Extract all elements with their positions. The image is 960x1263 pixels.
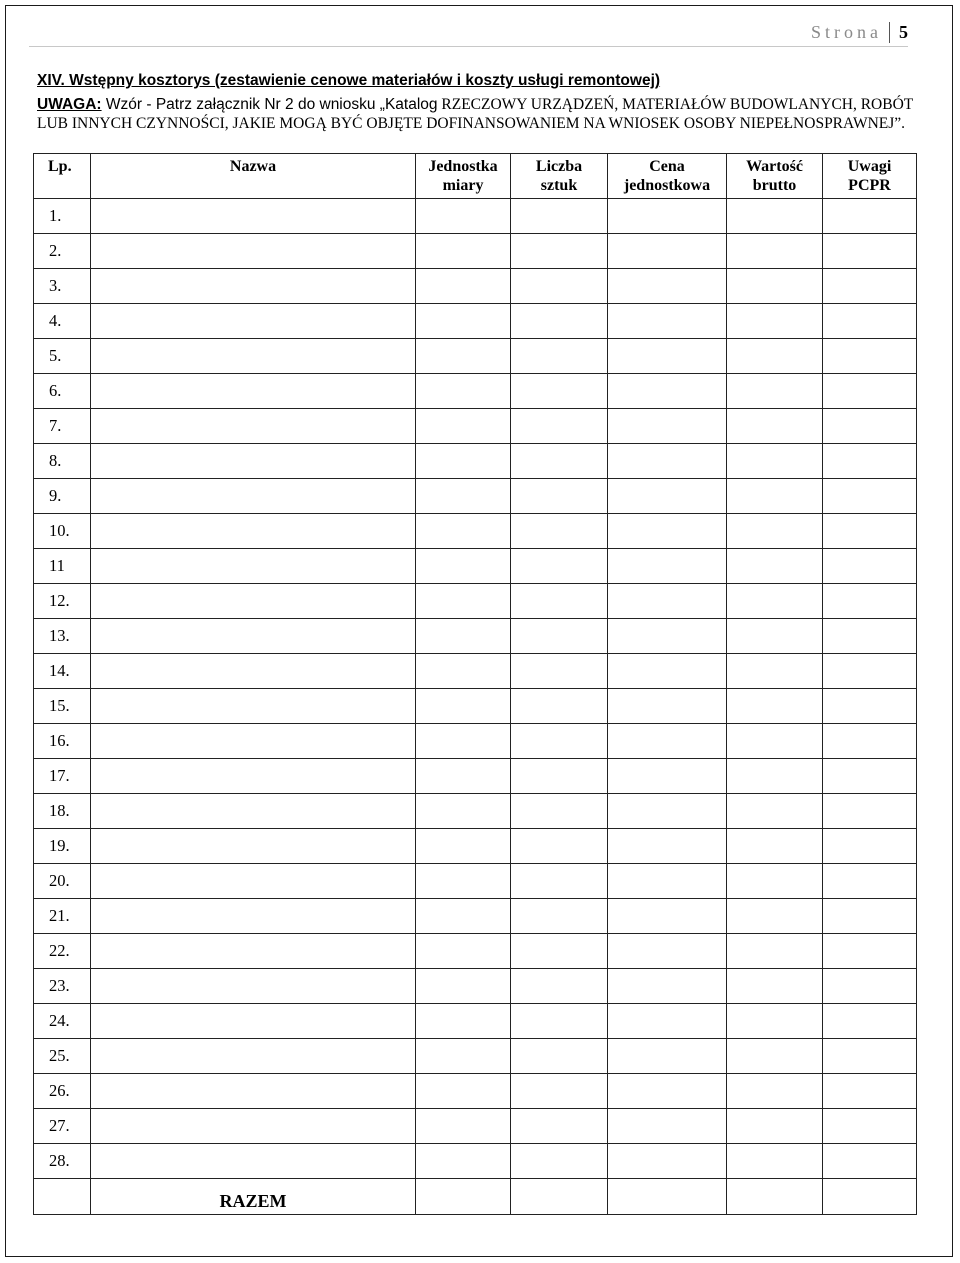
- cell-unit[interactable]: [416, 409, 511, 444]
- total-cell-quantity[interactable]: [511, 1179, 608, 1215]
- cell-remarks[interactable]: [823, 409, 917, 444]
- cell-name[interactable]: [91, 864, 416, 899]
- header-unit: Jednostka miary: [416, 154, 511, 199]
- cell-unit[interactable]: [416, 934, 511, 969]
- cell-unit-price[interactable]: [608, 234, 727, 269]
- table-row: [34, 654, 917, 689]
- cell-gross-value[interactable]: [727, 619, 823, 654]
- total-cell-gross-value[interactable]: [727, 1179, 823, 1215]
- cell-unit[interactable]: [416, 584, 511, 619]
- cell-unit-price[interactable]: [608, 1074, 727, 1109]
- cell-remarks[interactable]: [823, 514, 917, 549]
- cell-quantity[interactable]: [511, 339, 608, 374]
- table-row: [34, 409, 917, 444]
- cell-remarks[interactable]: [823, 1074, 917, 1109]
- cell-remarks[interactable]: [823, 584, 917, 619]
- header-lp: Lp.: [34, 154, 91, 199]
- total-cell-unit-price[interactable]: [608, 1179, 727, 1215]
- cell-quantity[interactable]: [511, 1004, 608, 1039]
- cell-unit[interactable]: [416, 619, 511, 654]
- cell-remarks[interactable]: [823, 1039, 917, 1074]
- row-number: 21.: [34, 899, 91, 934]
- cell-unit-price[interactable]: [608, 794, 727, 829]
- cell-gross-value[interactable]: [727, 759, 823, 794]
- cell-name[interactable]: [91, 1109, 416, 1144]
- cell-name[interactable]: [91, 969, 416, 1004]
- cell-unit[interactable]: [416, 374, 511, 409]
- cell-quantity[interactable]: [511, 409, 608, 444]
- cell-unit[interactable]: [416, 514, 511, 549]
- cell-unit-price[interactable]: [608, 1004, 727, 1039]
- cell-name[interactable]: [91, 654, 416, 689]
- cell-name[interactable]: [91, 514, 416, 549]
- cell-unit-price[interactable]: [608, 864, 727, 899]
- row-number: 26.: [34, 1074, 91, 1109]
- cell-remarks[interactable]: [823, 654, 917, 689]
- header-remarks: Uwagi PCPR: [823, 154, 917, 199]
- total-label: RAZEM: [91, 1179, 416, 1215]
- table-row: [34, 269, 917, 304]
- cell-gross-value[interactable]: [727, 304, 823, 339]
- cell-name[interactable]: [91, 584, 416, 619]
- table-row: [34, 864, 917, 899]
- cell-gross-value[interactable]: [727, 479, 823, 514]
- cell-name[interactable]: [91, 794, 416, 829]
- total-cell-unit[interactable]: [416, 1179, 511, 1215]
- cell-name[interactable]: [91, 444, 416, 479]
- total-cell-remarks[interactable]: [823, 1179, 917, 1215]
- cell-gross-value[interactable]: [727, 1074, 823, 1109]
- cell-name[interactable]: [91, 409, 416, 444]
- cell-remarks[interactable]: [823, 724, 917, 759]
- table-row: [34, 759, 917, 794]
- cell-name[interactable]: [91, 1039, 416, 1074]
- table-row: [34, 1004, 917, 1039]
- table-row: [34, 199, 917, 234]
- cell-quantity[interactable]: [511, 829, 608, 864]
- cell-quantity[interactable]: [511, 199, 608, 234]
- cell-quantity[interactable]: [511, 269, 608, 304]
- cell-unit-price[interactable]: [608, 269, 727, 304]
- cell-quantity[interactable]: [511, 899, 608, 934]
- table-row: [34, 479, 917, 514]
- table-body: [34, 199, 917, 1215]
- table-row: [34, 794, 917, 829]
- note-text-serif: RZECZOWY URZĄDZEŃ, MATERIAŁÓW BUDOWLANYCH, ROBÓT LUB INNYCH CZYNNOŚCI, JAKIE MOGĄ BYĆ OBJĘTE DOFINANSOWANIEM NA WNIOSEK OSOBY NIEPEŁNOSPRAWNEJ”.: [37, 96, 913, 132]
- cell-gross-value[interactable]: [727, 724, 823, 759]
- cell-name[interactable]: [91, 374, 416, 409]
- cell-remarks[interactable]: [823, 479, 917, 514]
- cell-gross-value[interactable]: [727, 654, 823, 689]
- cell-unit[interactable]: [416, 1144, 511, 1179]
- cell-unit-price[interactable]: [608, 759, 727, 794]
- cell-remarks[interactable]: [823, 829, 917, 864]
- cell-unit-price[interactable]: [608, 199, 727, 234]
- cell-quantity[interactable]: [511, 759, 608, 794]
- header-quantity: Liczba sztuk: [511, 154, 608, 199]
- row-number: 19.: [34, 829, 91, 864]
- row-number: 9.: [34, 479, 91, 514]
- row-number: 18.: [34, 794, 91, 829]
- cell-unit[interactable]: [416, 339, 511, 374]
- cell-gross-value[interactable]: [727, 584, 823, 619]
- cell-unit-price[interactable]: [608, 584, 727, 619]
- table-row: [34, 829, 917, 864]
- row-number: 8.: [34, 444, 91, 479]
- cell-unit-price[interactable]: [608, 549, 727, 584]
- cell-gross-value[interactable]: [727, 1004, 823, 1039]
- cell-unit-price[interactable]: [608, 619, 727, 654]
- table-row: [34, 339, 917, 374]
- cell-quantity[interactable]: [511, 724, 608, 759]
- note-text-sans: Wzór - Patrz załącznik Nr 2 do wniosku „Katalog: [101, 96, 438, 113]
- cell-unit[interactable]: [416, 864, 511, 899]
- cell-unit-price[interactable]: [608, 934, 727, 969]
- note-paragraph: [37, 95, 917, 133]
- cell-unit[interactable]: [416, 899, 511, 934]
- table-header-row: [34, 154, 917, 199]
- cell-unit-price[interactable]: [608, 829, 727, 864]
- cell-remarks[interactable]: [823, 269, 917, 304]
- cell-gross-value[interactable]: [727, 514, 823, 549]
- cell-remarks[interactable]: [823, 1109, 917, 1144]
- cell-unit[interactable]: [416, 689, 511, 724]
- row-number: 5.: [34, 339, 91, 374]
- cell-quantity[interactable]: [511, 689, 608, 724]
- cell-unit-price[interactable]: [608, 724, 727, 759]
- table-row: [34, 1109, 917, 1144]
- cell-remarks[interactable]: [823, 339, 917, 374]
- cell-gross-value[interactable]: [727, 864, 823, 899]
- total-row: [34, 1179, 917, 1215]
- cell-unit-price[interactable]: [608, 689, 727, 724]
- cell-remarks[interactable]: [823, 304, 917, 339]
- cell-name[interactable]: [91, 759, 416, 794]
- cell-remarks[interactable]: [823, 619, 917, 654]
- cell-unit[interactable]: [416, 549, 511, 584]
- cell-name[interactable]: [91, 199, 416, 234]
- cell-quantity[interactable]: [511, 514, 608, 549]
- cell-gross-value[interactable]: [727, 444, 823, 479]
- table-row: [34, 514, 917, 549]
- table-row: [34, 1074, 917, 1109]
- cell-name[interactable]: [91, 689, 416, 724]
- cell-unit[interactable]: [416, 1004, 511, 1039]
- row-number: 3.: [34, 269, 91, 304]
- cell-gross-value[interactable]: [727, 829, 823, 864]
- cell-unit-price[interactable]: [608, 444, 727, 479]
- cell-unit[interactable]: [416, 304, 511, 339]
- cell-remarks[interactable]: [823, 199, 917, 234]
- cell-remarks[interactable]: [823, 934, 917, 969]
- cost-estimate-table: [33, 153, 917, 1215]
- cell-gross-value[interactable]: [727, 234, 823, 269]
- cell-quantity[interactable]: [511, 234, 608, 269]
- cell-unit-price[interactable]: [608, 899, 727, 934]
- cell-remarks[interactable]: [823, 864, 917, 899]
- cell-quantity[interactable]: [511, 794, 608, 829]
- row-number: 13.: [34, 619, 91, 654]
- cell-unit[interactable]: [416, 269, 511, 304]
- cell-remarks[interactable]: [823, 234, 917, 269]
- cell-remarks[interactable]: [823, 374, 917, 409]
- row-number: 7.: [34, 409, 91, 444]
- cell-unit[interactable]: [416, 654, 511, 689]
- cell-unit-price[interactable]: [608, 409, 727, 444]
- cell-quantity[interactable]: [511, 654, 608, 689]
- cell-gross-value[interactable]: [727, 794, 823, 829]
- cell-quantity[interactable]: [511, 1144, 608, 1179]
- cell-unit-price[interactable]: [608, 479, 727, 514]
- table-row: [34, 934, 917, 969]
- cell-name[interactable]: [91, 1144, 416, 1179]
- row-number: 12.: [34, 584, 91, 619]
- page-number-block: [811, 22, 908, 43]
- cell-gross-value[interactable]: [727, 339, 823, 374]
- row-number: 22.: [34, 934, 91, 969]
- header-divider: [29, 46, 908, 47]
- table-row: [34, 1144, 917, 1179]
- cell-name[interactable]: [91, 339, 416, 374]
- cell-remarks[interactable]: [823, 689, 917, 724]
- cell-unit[interactable]: [416, 234, 511, 269]
- cell-name[interactable]: [91, 1074, 416, 1109]
- cell-unit-price[interactable]: [608, 304, 727, 339]
- page-number: 5: [889, 22, 908, 43]
- table-row: [34, 374, 917, 409]
- cell-gross-value[interactable]: [727, 1039, 823, 1074]
- table-row: [34, 899, 917, 934]
- cell-quantity[interactable]: [511, 479, 608, 514]
- cell-gross-value[interactable]: [727, 899, 823, 934]
- cell-remarks[interactable]: [823, 794, 917, 829]
- cell-remarks[interactable]: [823, 759, 917, 794]
- table-row: [34, 724, 917, 759]
- cell-lp: [34, 1179, 91, 1215]
- row-number: 20.: [34, 864, 91, 899]
- cell-name[interactable]: [91, 269, 416, 304]
- table-row: [34, 444, 917, 479]
- row-number: 23.: [34, 969, 91, 1004]
- cell-unit-price[interactable]: [608, 374, 727, 409]
- cell-unit-price[interactable]: [608, 969, 727, 1004]
- cell-name[interactable]: [91, 934, 416, 969]
- cell-unit-price[interactable]: [608, 1109, 727, 1144]
- table-row: [34, 969, 917, 1004]
- cell-name[interactable]: [91, 234, 416, 269]
- cell-gross-value[interactable]: [727, 199, 823, 234]
- cell-quantity[interactable]: [511, 969, 608, 1004]
- cell-gross-value[interactable]: [727, 374, 823, 409]
- row-number: 15.: [34, 689, 91, 724]
- cell-remarks[interactable]: [823, 549, 917, 584]
- row-number: 24.: [34, 1004, 91, 1039]
- cell-unit[interactable]: [416, 479, 511, 514]
- cell-remarks[interactable]: [823, 969, 917, 1004]
- page-header: [6, 6, 952, 56]
- cell-gross-value[interactable]: [727, 969, 823, 1004]
- cell-unit-price[interactable]: [608, 1039, 727, 1074]
- cell-quantity[interactable]: [511, 864, 608, 899]
- cell-remarks[interactable]: [823, 899, 917, 934]
- cell-remarks[interactable]: [823, 444, 917, 479]
- cell-gross-value[interactable]: [727, 689, 823, 724]
- cell-unit-price[interactable]: [608, 339, 727, 374]
- cell-quantity[interactable]: [511, 619, 608, 654]
- cell-unit-price[interactable]: [608, 514, 727, 549]
- row-number: 2.: [34, 234, 91, 269]
- cell-quantity[interactable]: [511, 1039, 608, 1074]
- cell-name[interactable]: [91, 829, 416, 864]
- cell-unit[interactable]: [416, 759, 511, 794]
- header-gross-value: Wartość brutto: [727, 154, 823, 199]
- cell-quantity[interactable]: [511, 549, 608, 584]
- cell-unit-price[interactable]: [608, 1144, 727, 1179]
- cell-gross-value[interactable]: [727, 269, 823, 304]
- cell-remarks[interactable]: [823, 1004, 917, 1039]
- cell-quantity[interactable]: [511, 584, 608, 619]
- cell-gross-value[interactable]: [727, 1144, 823, 1179]
- cell-unit[interactable]: [416, 1039, 511, 1074]
- row-number: 1.: [34, 199, 91, 234]
- header-name: Nazwa: [91, 154, 416, 199]
- row-number: 10.: [34, 514, 91, 549]
- cell-name[interactable]: [91, 619, 416, 654]
- row-number: 14.: [34, 654, 91, 689]
- cell-gross-value[interactable]: [727, 934, 823, 969]
- cell-unit[interactable]: [416, 969, 511, 1004]
- cell-name[interactable]: [91, 899, 416, 934]
- row-number: 28.: [34, 1144, 91, 1179]
- cell-unit[interactable]: [416, 1109, 511, 1144]
- cell-name[interactable]: [91, 724, 416, 759]
- cell-name[interactable]: [91, 1004, 416, 1039]
- table-row: [34, 584, 917, 619]
- cell-gross-value[interactable]: [727, 1109, 823, 1144]
- section-title: XIV. Wstępny kosztorys (zestawienie cenowe materiałów i koszty usługi remontowej): [37, 72, 661, 89]
- cell-quantity[interactable]: [511, 1074, 608, 1109]
- row-number: 16.: [34, 724, 91, 759]
- cell-name[interactable]: [91, 479, 416, 514]
- table-row: [34, 549, 917, 584]
- note-label: UWAGA:: [37, 96, 102, 113]
- table-row: [34, 234, 917, 269]
- cell-quantity[interactable]: [511, 1109, 608, 1144]
- cell-quantity[interactable]: [511, 304, 608, 339]
- table-row: [34, 619, 917, 654]
- row-number: 11: [34, 549, 91, 584]
- table-row: [34, 304, 917, 339]
- cell-gross-value[interactable]: [727, 549, 823, 584]
- row-number: 4.: [34, 304, 91, 339]
- cell-unit[interactable]: [416, 829, 511, 864]
- cell-quantity[interactable]: [511, 444, 608, 479]
- table-row: [34, 689, 917, 724]
- page-label: Strona: [811, 22, 882, 42]
- row-number: 27.: [34, 1109, 91, 1144]
- cell-unit[interactable]: [416, 199, 511, 234]
- row-number: 17.: [34, 759, 91, 794]
- row-number: 25.: [34, 1039, 91, 1074]
- cell-quantity[interactable]: [511, 374, 608, 409]
- row-number: 6.: [34, 374, 91, 409]
- table-row: [34, 1039, 917, 1074]
- cell-name[interactable]: [91, 304, 416, 339]
- cell-remarks[interactable]: [823, 1144, 917, 1179]
- cell-gross-value[interactable]: [727, 409, 823, 444]
- cell-unit[interactable]: [416, 724, 511, 759]
- document-page: [5, 5, 953, 1257]
- cell-name[interactable]: [91, 549, 416, 584]
- header-unit-price: Cena jednostkowa: [608, 154, 727, 199]
- cell-unit[interactable]: [416, 1074, 511, 1109]
- cell-unit-price[interactable]: [608, 654, 727, 689]
- cell-unit[interactable]: [416, 444, 511, 479]
- cell-quantity[interactable]: [511, 934, 608, 969]
- cell-unit[interactable]: [416, 794, 511, 829]
